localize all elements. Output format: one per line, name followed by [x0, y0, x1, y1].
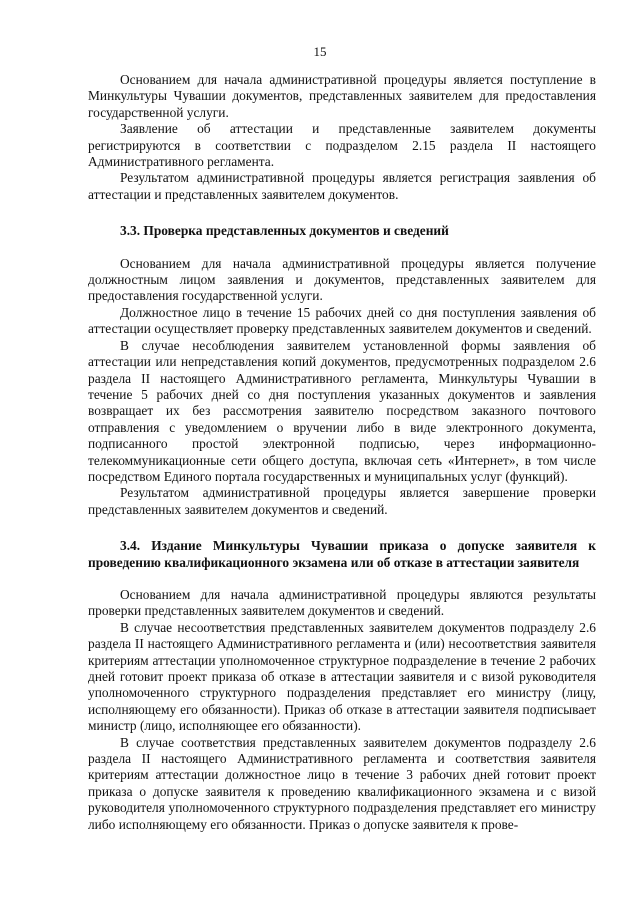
paragraph: В случае несоответствия представленных заявителем документов подразделу 2.6 раздела II настоящего Административного регламента и (или) несоответствия заявителя критериям аттестации уполномоченное структурное подразделение в течение 2 рабочих дней готовит проект приказа об отказе в аттестации заявителя и с визой руководителя уполномоченного структурного подразделения представляет его министру (лицу, исполняющему его обязанности). Приказ об отказе в аттестации заявителя подписывает министр (лицо, исполняющее его обязанности).	[88, 619, 596, 734]
section-heading-3-3: 3.3. Проверка представленных документов и сведений	[120, 223, 449, 239]
document-body	[88, 72, 596, 833]
paragraph: В случае соответствия представленных заявителем документов подразделу 2.6 раздела II настоящего Административного регламента и соответствия заявителя критериям аттестации должностное лицо в течение 3 рабочих дней готовит проект приказа о допуске заявителя к проведению квалификационного экзамена и с визой руководителя уполномоченного структурного подразделения представляет его министру либо исполняющему его обязанности. Приказ о допуске заявителя к прове-	[88, 734, 596, 832]
paragraph: Основанием для начала административной процедуры является получение должностным лицом заявления и документов, представленных заявителем для предоставления государственной услуги.	[88, 255, 596, 304]
page-number: 15	[313, 44, 327, 59]
paragraph: Основанием для начала административной процедуры является поступление в Минкультуры Чувашии документов, представленных заявителем для предоставления государственной услуги.	[88, 72, 596, 120]
paragraph: Должностное лицо в течение 15 рабочих дней со дня поступления заявления об аттестации осуществляет проверку представленных заявителем документов и сведений.	[88, 304, 596, 337]
paragraph: В случае несоблюдения заявителем установленной формы заявления об аттестации или непредставления копий документов, предусмотренных подразделом 2.6 раздела II настоящего Административного регламента, Минкультуры Чувашии в течение 5 рабочих дней со дня поступления указанных документов и заявления возвращает их без рассмотрения заявителю посредством заказного почтового отправления с уведомлением о вручении либо в виде электронного документа, подписанного простой электронной подписью, через информационно-телекоммуникационные сети общего доступа, включая сеть «Интернет», в том числе посредством Единого портала государственных и муниципальных услуг (функций).	[88, 337, 596, 484]
paragraph: Результатом административной процедуры является завершение проверки представленных заявителем документов и сведений.	[88, 485, 596, 517]
paragraph: Основанием для начала административной процедуры являются результаты проверки представленных заявителем документов и сведений.	[88, 586, 596, 619]
paragraph: Результатом административной процедуры является регистрация заявления об аттестации и представленных заявителем документов.	[88, 170, 596, 202]
paragraph: Заявление об аттестации и представленные заявителем документы регистрируются в соответствии с подразделом 2.15 раздела II настоящего Административного регламента.	[88, 121, 596, 170]
section-heading-3-4: 3.4. Издание Минкультуры Чувашии приказа о допуске заявителя к проведению квалификационного экзамена или об отказе в аттестации заявителя	[88, 538, 596, 570]
